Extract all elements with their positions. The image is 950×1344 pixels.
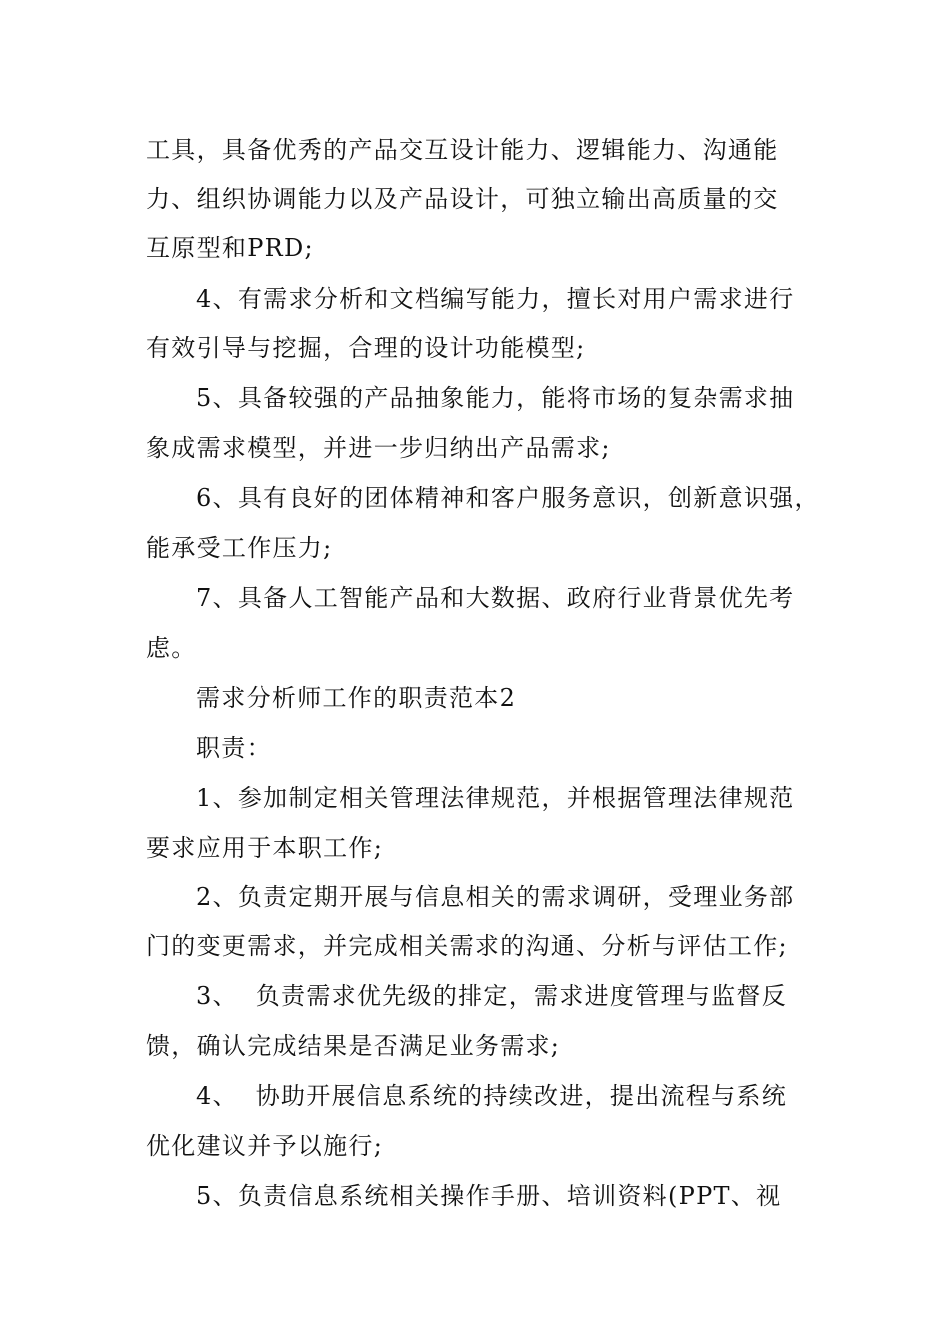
text-line: 能承受工作压力;: [146, 534, 333, 562]
text-line: 力、组织协调能力以及产品设计，可独立输出高质量的交: [146, 185, 779, 213]
text-line: 4、有需求分析和文档编写能力，擅长对用户需求进行: [196, 285, 795, 313]
text-line: 互原型和PRD;: [146, 234, 314, 262]
text-line: 1、参加制定相关管理法律规范，并根据管理法律规范: [196, 784, 795, 812]
text-line: 优化建议并予以施行;: [146, 1132, 384, 1160]
text-line: 馈，确认完成结果是否满足业务需求;: [146, 1032, 561, 1060]
text-line: 5、具备较强的产品抽象能力，能将市场的复杂需求抽: [196, 384, 795, 412]
text-line: 要求应用于本职工作;: [146, 834, 384, 862]
text-line: 象成需求模型，并进一步归纳出产品需求;: [146, 434, 611, 462]
text-line: 5、负责信息系统相关操作手册、培训资料(PPT、视: [196, 1182, 782, 1210]
text-line: 有效引导与挖掘，合理的设计功能模型;: [146, 334, 586, 362]
text-line: 7、具备人工智能产品和大数据、政府行业背景优先考: [196, 584, 795, 612]
section-heading: 需求分析师工作的职责范本2: [196, 684, 517, 712]
text-line: 门的变更需求，并完成相关需求的沟通、分析与评估工作;: [146, 932, 788, 960]
text-line: 2、负责定期开展与信息相关的需求调研，受理业务部: [196, 883, 795, 911]
text-line: 4、 协助开展信息系统的持续改进，提出流程与系统: [196, 1082, 788, 1110]
text-line: 职责：: [196, 734, 272, 762]
text-line: 6、具有良好的团体精神和客户服务意识，创新意识强，: [196, 484, 820, 512]
text-line: 工具，具备优秀的产品交互设计能力、逻辑能力、沟通能: [146, 136, 779, 164]
text-line: 3、 负责需求优先级的排定，需求进度管理与监督反: [196, 982, 788, 1010]
text-line: 虑。: [146, 634, 197, 662]
